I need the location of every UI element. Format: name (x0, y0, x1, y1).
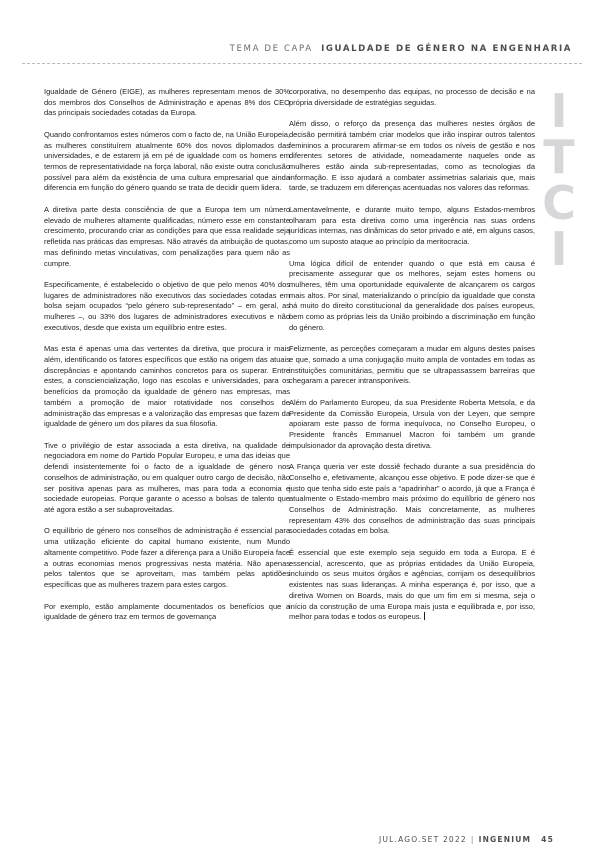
page-footer (379, 835, 554, 844)
paragraph: Igualdade de Género (EIGE), as mulheres representam menos de 30% dos membros dos Conselhos de Administração e apenas 8% dos CEO das principais sociedades cotadas da Europa. (44, 87, 290, 118)
running-header (230, 44, 572, 54)
paragraph: Uma lógica difícil de entender quando o que está em causa é precisamente assegurar que os melhores, sejam estes homens ou mulheres, têm uma oportunidade equivalente de alcançarem os cargos mais altos. Por sinal, materializando o princípio da igualdade que consta há muito do direito constitucional da generalidade dos países europeus, bem como as próprias leis da União proibindo a discriminação em função do género. (289, 258, 535, 332)
paragraph: Mas esta é apenas uma das vertentes da diretiva, que procura ir mais além, identificando os fatores específicos que estão na origem das atuais discrepâncias e apontando caminhos concretos para os superar. Entre estes, a consciencialização, logo nas escolas e universidades, para os benefícios da promoção da igualdade de género nas empresas, mas também a promoção de maior rotatividade nos conselhos de administração das empresas e a valorização das empresas que fazem da igualdade de género um dos pilares da sua filosofia. (44, 344, 290, 429)
paragraph-final-text: É essencial que este exemplo seja seguido em toda a Europa. E é essencial, acrescento, que as próprias entidades da União Europeia, incluindo os seus muitos órgãos e agências, corrijam os desequilíbrios existentes nas suas lideranças. A minha esperança é, por isso, que a diretiva Women on Boards, mais do que um fim em si mesma, seja o início da construção de uma Europa mais justa e equilibrada e, por isso, melhor para todas e todos os europeus. (289, 547, 535, 622)
brand-letter: I (550, 84, 568, 138)
paragraph: Além disso, o reforço da presença das mulheres nestes órgãos de decisão permitirá também criar modelos que irão inspirar outros talentos femininos a procurarem afirmar-se em todos os níveis de gestão e nos diferentes setores de atividade, nomeadamente naqueles onde as mulheres estão ainda sub-representadas, como as tecnologias da informação. E isso ajudará a combater assimetrias salariais que, mais tarde, se traduzem em diferenças acentuadas nos valores das reformas. (289, 119, 535, 193)
page-number: 45 (541, 835, 554, 844)
paragraph: Felizmente, as perceções começaram a mudar em alguns destes países e que, somado a uma conjugação muito ampla de vontades em todas as instituições comunitárias, permitiu que se ultrapassassem barreiras que chegaram a parecer intransponíveis. (289, 344, 535, 386)
paragraph-final (289, 548, 535, 623)
magazine-name: INGENIUM (478, 835, 532, 844)
section-label: TEMA DE CAPA (229, 44, 313, 54)
paragraph: corporativa, no desempenho das equipas, no processo de decisão e na própria diversidade de estratégias seguidas. (289, 87, 535, 107)
footer-separator: | (470, 835, 475, 844)
header-divider (22, 63, 582, 64)
section-title: IGUALDADE DE GÉNERO NA ENGENHARIA (321, 44, 572, 54)
brand-letter: I (550, 222, 568, 276)
section-brand-mark (539, 84, 579, 276)
brand-letter: C (542, 176, 576, 230)
paragraph: Tive o privilégio de estar associada a esta diretiva, na qualidade de negociadora em nome do Partido Popular Europeu, e uma das ideias que defendi insistentemente foi o facto de a igualdade de género nos conselhos de administração, ou em qualquer outro cargo de decisão, não ser positiva apenas para as mulheres, mas para toda a economia e sociedade europeias. Porque garante o acesso a bolsas de talento que até agora estão a ser subaproveitadas. (44, 440, 290, 515)
article-column-left (44, 87, 290, 634)
paragraph: Lamentavelmente, e durante muito tempo, alguns Estados-membros olharam para esta diretiva como uma ingerência nas suas ordens jurídicas internas, nas dinâmicas do setor privado e até, em alguns casos, como um suposto ataque ao princípio da meritocracia. (289, 204, 535, 247)
paragraph: A diretiva parte desta consciência de que a Europa tem um número elevado de mulheres altamente qualificadas, número esse em constante crescimento, procurando criar as condições para que essa realidade seja refletida nas práticas das empresas. Não através da atribuição de quotas, mas definindo metas vinculativas, com penalizações para quem não as cumpre. (44, 204, 290, 268)
paragraph: O equilíbrio de género nos conselhos de administração é essencial para uma utilização eficiente do capital humano existente, num Mundo altamente competitivo. Pode fazer a diferença para a União Europeia face a outras economias menos progressivas nesta matéria. Não apenas pelos talentos que se aproveitam, mas também pelas aptidões específicas que as mulheres trazem para estes cargos. (44, 526, 290, 590)
paragraph: Por exemplo, estão amplamente documentados os benefícios que a igualdade de género traz em termos de governança (44, 601, 290, 622)
issue-date: JUL.AGO.SET 2022 (379, 835, 467, 844)
paragraph: Quando confrontamos estes números com o facto de, na União Europeia, as mulheres constituírem atualmente 60% dos novos diplomados das universidades, e de estarem já em pé de igualdade com os homens em termos de representatividade na força laboral, não existe outra conclusão possível para além da existência de uma cultura empresarial que ainda diferencia em função do género quando se trata de decidir quem lidera. (44, 129, 290, 193)
paragraph: Especificamente, é estabelecido o objetivo de que pelo menos 40% dos lugares de administradores não executivos das sociedades cotadas em bolsa sejam ocupados “pelo género sub-representado” – em geral, as mulheres –, ou 33% dos lugares de administradores executivos e não executivos, desde que exista um equilíbrio entre estes. (44, 279, 290, 332)
brand-letter: T (543, 130, 575, 184)
article-column-right (289, 87, 535, 634)
end-of-article-mark (424, 612, 426, 620)
paragraph: Além do Parlamento Europeu, da sua Presidente Roberta Metsola, e da Presidente da Comissão Europeia, Ursula von der Leyen, que sempre apoiaram este passo de forma inequívoca, no Conselho Europeu, o Presidente francês Emmanuel Macron foi também um grande impulsionador da aprovação desta diretiva. (289, 397, 535, 450)
paragraph: A França queria ver este dossiê fechado durante a sua presidência do Conselho e, efetivamente, alcançou esse objetivo. E pode dizer-se que é justo que tenha sido este país a “apadrinhar” o acordo, já que a França é atualmente o Estado-membro mais próximo do equilíbrio de género nos Conselhos de Administração. Mais concretamente, as mulheres representam 43% dos conselhos de administração das suas principais sociedades cotadas em bolsa. (289, 462, 535, 536)
